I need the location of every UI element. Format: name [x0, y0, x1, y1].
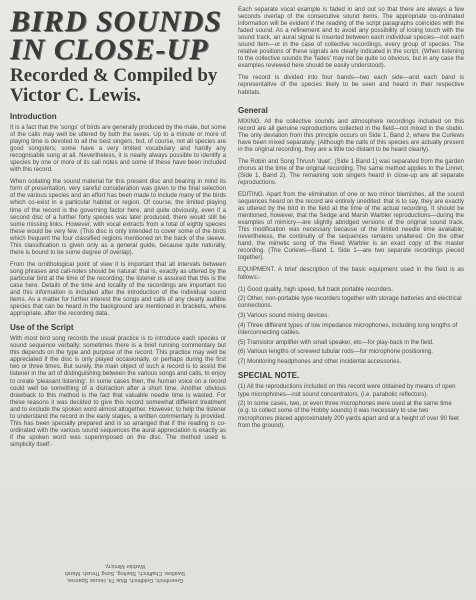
general-heading: General: [238, 105, 268, 115]
equipment-item: (2) Other, non-portable type recorders together with storage batteries and electrical connections.: [238, 295, 462, 310]
script-heading: Use of the Script: [10, 323, 74, 333]
document-title: BIRD SOUNDS IN CLOSE-UP: [10, 5, 222, 66]
special-note-heading: SPECIAL NOTE.: [238, 371, 300, 381]
left-column: [10, 6, 226, 453]
equipment-item: (3) Various sound mixing devices.: [238, 312, 329, 320]
subtitle-line-1: Recorded & Compiled by: [10, 65, 218, 86]
equipment-list: [238, 286, 464, 366]
equipment-item: (6) Various lengths of screwed tubular rods—for microphone positioning.: [238, 348, 433, 356]
mixing-paragraph: MIXING. All the collective sounds and atmosphere recordings included on this record are all genuine reproductions collected in the field—not mixed in the studio. The only deviation from this principle occurs on Side 1, Band 2, where the Curlews have been mixed separately. (Although the calls of this species are actually present in the original recording, they are a little too distant to be heard clearly).: [238, 117, 464, 153]
equipment-paragraph: EQUIPMENT. A brief description of the basic equipment used in the field is as follows:-: [238, 266, 464, 281]
intro-paragraph: It is a fact that the 'songs' of birds are generally produced by the male, but some of the calls may well be uttered by both the sexes. Up to a minute or more of playing time is devoted to all the best singers, but, of course, not all species are good songsters; some have a very limited vocabulary and hardly any recognisable song at all. Nevertheless, it is nearly always possible to identify a species by one or more of its call notes and some of these have been included with this record.: [10, 124, 226, 174]
script-paragraph: With most bird song records the usual practice is to introduce each species or sound sequence verbally; sometimes there is a brief running commentary but this depends on the type and purpose of the record. This practice may well be appreciated if the disc is only played occasionally, or perhaps during the first two or three times. But surely, the main object of such a record is to assist the listener in the art of distinguishing between the various songs and calls, to enjoy to create 'pleasant listening'. In some cases then, the human voice on a record could well be something of a distraction after a short time. Another obvious drawback to this method is the fact that valuable needle time is wasted. For these reasons it was decided to give this record somewhat different treatment and to exclude the spoken word almost altogether. However, to help the listener to understand the record in the early stages, a written commentary is provided. This has been specially prepared and is so arranged that if the reading is co-ordinated with the various sound sequences the aural appreciation is exactly as if the spoken word was superimposed on the disc. The method used is simplicity itself:-: [10, 335, 226, 448]
intro-paragraph: From the ornithological point of view it is important that all intervals between song phrases and call-notes should be natural: that is, exactly as uttered by the particular bird at the time of the recording; the listener is assured that this is the case here. Details of the time and locality of the recordings are important too and this information is included after the introduction of the individual sound items. As a matter for further interest the songs and calls of any clearly audible species that can be heard in the background are mentioned in brackets, where appropriate, after the recording data.: [10, 260, 226, 318]
duet-paragraph: The Robin and Song Thrush 'duet', (Side 1 Band 1) was separated from the garden chorus at the time of the original recording. The same method applies to the Linnet, (Side 1, Band 2). The remaining solo singers heard in close-up are all separate reproductions.: [238, 157, 464, 186]
intro-heading: Introduction: [10, 112, 57, 121]
subtitle-line-2: Victor C. Lewis.: [10, 85, 141, 106]
right-intro-paragraph: The record is divided into four bands—two each side—and each band is representative of the species likely to be seen and heard in their respective habitats.: [238, 74, 464, 96]
right-intro-paragraph: Each separate vocal example is faded in and out so that there are always a few seconds overlap of the consecutive sound items. The appropriate co-ordinated information will be evident if the reading of the script paragraphs coincides with the faded sound. As a refinement and to avoid any possibility of losing touch with the sound track, an aural signal is inserted between each individual species—not each sound item—or in the case of collective recordings, every group of species. The relative positions of these signals are clearly indicated in the script. (When listening to the collective sounds the 'fades' may not be quite so obvious, but in any case the examples reviewed here should be easily understood).: [238, 6, 464, 70]
equipment-item: (5) Transistor amplifier with small speaker, etc—for play-back in the field.: [238, 338, 434, 346]
special-note-item: (1) All the reproductions included on this record were obtained by means of open type microphones—not sound concentrators, (i.e. parabolic reflectors).: [238, 383, 456, 398]
right-column: [238, 6, 464, 433]
editing-paragraph: EDITING. Apart from the elimination of one or two minor blemishes, all the sound sequences heard on the record are entirely unedited: that is to say, they are exactly as uttered by the bird in the field at the time of the actual recording. It should be mentioned, however, that the Sedge and Marsh Warbler reproductions—during the examples of mimicry—are slightly abridged versions of the original sound track. This modification was necessary because of the limited needle time available; nevertheless, the continuity of the sequences remains unaltered. On the other hand, the mimetic song of the Reed Warbler is an exact copy of the master recording. (The Curlews—Band 1, Side 1—are two separate recordings pieced together).: [238, 190, 464, 262]
rotated-footer-text: Greenfinch, Goldfinch, Blue Tit, House Sparrow, Swallow. Chaffinch, Starling, Song Thrush. Marsh Warbler Mimicry.: [64, 563, 186, 583]
equipment-item: (1) Good quality, high speed, full track portable recorders.: [238, 285, 394, 293]
equipment-item: (7) Monitoring headphones and other incidental accessories.: [238, 358, 402, 366]
special-note-list: [238, 383, 464, 429]
special-note-item: (2) In some cases, two, or even three microphones were used at the same time (e.g. to collect some of the Hobby sounds) it was necessary to use two microphones placed approximately 200 yards apart and at a height of over 90 feet from the ground).: [238, 400, 459, 429]
equipment-item: (4) Three different types of low impedance microphones, including long lengths of interconnecting cables.: [238, 321, 458, 337]
intro-paragraph: When collating the sound material for this present disc and bearing in mind its form of presentation, very careful consideration was given to the final selection of the various species and an effort has been made to include many of the birds which co-exist in a particular habitat or region. Of course, the limited playing time of the record is the governing factor here, and quite obviously, even if a second disc of a further forty species was later produced, there would still be some missing links. However, with vocal extracts from a total of eighty species these would be very few. (This disc is only intended to cover some of the birds which frequent the four classified regions mentioned on the back of the sleeve. This classification is given only as a general guide, because quite naturally, there is bound to be some degree of overlap).: [10, 178, 226, 256]
